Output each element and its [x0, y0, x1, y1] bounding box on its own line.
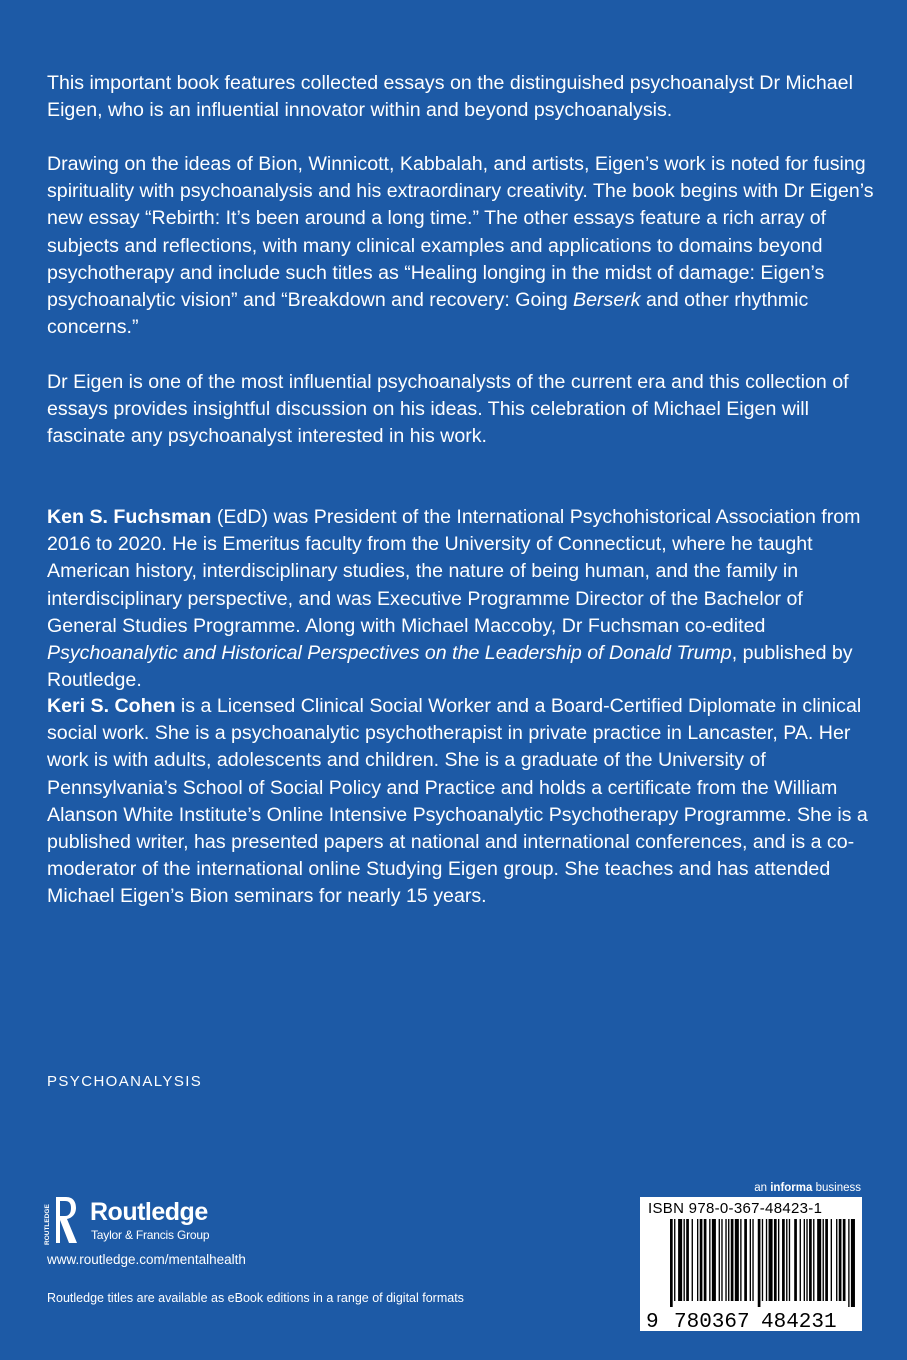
- publisher-url[interactable]: www.routledge.com/mentalhealth: [47, 1252, 246, 1267]
- publisher-group: Taylor & Francis Group: [91, 1228, 210, 1242]
- author-bio-cohen: [47, 693, 877, 911]
- bio2-text: is a Licensed Clinical Social Worker and a Board-Certified Diplomate in clinical social work. She is a psychoanalytic psychotherapist in private practice in Lancaster, PA. Her work is with adults, adolescents and children. She is a graduate of the University of Pennsylvania’s School of Social Policy and Practice and holds a certificate from the William Alanson White Institute’s Online Intensive Psychoanalytic Psychotherapy Programme. She is a published writer, has presented papers at national and international conferences, and is a co-moderator of the international online Studying Eigen group. She teaches and has attended Michael Eigen’s Bion seminars for nearly 15 years.: [47, 695, 868, 908]
- barcode-bar: [678, 1219, 682, 1301]
- isbn-barcode: [640, 1197, 862, 1331]
- barcode-bar: [719, 1219, 720, 1301]
- bio1-book-title: Psychoanalytic and Historical Perspectives on the Leadership of Donald Trump: [47, 642, 732, 665]
- barcode-bar: [728, 1219, 729, 1301]
- ebook-note: Routledge titles are available as eBook editions in a range of digital formats: [47, 1291, 464, 1305]
- publisher-name: Routledge: [90, 1198, 208, 1226]
- barcode-bar: [670, 1219, 673, 1307]
- isbn-label: ISBN 978-0-367-48423-1: [648, 1200, 823, 1217]
- barcode-bar: [843, 1219, 846, 1301]
- barcode-bar: [692, 1219, 693, 1301]
- barcode-bars: [640, 1197, 862, 1331]
- barcode-bar: [794, 1219, 797, 1301]
- barcode-bar: [762, 1219, 763, 1301]
- barcode-bar: [700, 1219, 703, 1301]
- description-paragraph-3: Dr Eigen is one of the most influential psychoanalysts of the current era and this collection of essays provides insightful discussion on his ideas. This celebration of Michael Eigen will fascinate any psychoanalyst interested in his work.: [47, 371, 849, 448]
- barcode-bar: [735, 1219, 739, 1301]
- author-name-fuchsman: Ken S. Fuchsman: [47, 506, 212, 528]
- barcode-bar: [744, 1219, 747, 1301]
- barcode-bar: [740, 1219, 741, 1301]
- barcode-bar: [831, 1219, 832, 1301]
- informa-suffix: business: [812, 1182, 861, 1194]
- barcode-bar: [851, 1219, 855, 1307]
- barcode-bar: [804, 1219, 805, 1301]
- description-paragraph-2: [47, 151, 877, 341]
- barcode-bar: [825, 1219, 828, 1301]
- barcode-bar: [786, 1219, 787, 1301]
- barcode-bar: [823, 1219, 824, 1301]
- barcode-bar: [686, 1219, 689, 1301]
- barcode-bar: [709, 1219, 710, 1301]
- barcode-bar: [800, 1219, 801, 1301]
- isbn-digits-group-2: 484231: [761, 1311, 837, 1331]
- bio1-text-end: , published by Routledge.: [47, 642, 853, 692]
- author-name-cohen: Keri S. Cohen: [47, 695, 176, 717]
- subject-category: PSYCHOANALYSIS: [47, 1073, 203, 1090]
- barcode-bar: [813, 1219, 814, 1301]
- informa-prefix: an: [754, 1182, 771, 1194]
- bio1-text: (EdD) was President of the International Psychohistorical Association from 2016 to 2020. He is Emeritus faculty from the University of Connecticut, where he taught American history, interdisciplinary studies, the nature of being human, and the family in interdisciplinary perspective, and was Executive Programme Director of the Bachelor of General Studies Programme. Along with Michael Maccoby, Dr Fuchsman co-edited: [47, 506, 861, 637]
- barcode-bar: [782, 1219, 785, 1301]
- barcode-bar: [752, 1219, 753, 1301]
- description-p2-text: Drawing on the ideas of Bion, Winnicott, Kabbalah, and artists, Eigen’s work is noted for fusing spirituality with psychoanalysis and his extraordinary creativity. The book begins with Dr Eigen’s new essay “Rebirth: It’s been around a long time.” The other essays feature a rich array of subjects and reflections, with many clinical examples and applications to domains beyond psychotherapy and include such titles as “Healing longing in the midst of damage: Eigen’s psychoanalytic vision” and “Breakdown and recovery: Going: [47, 153, 874, 312]
- isbn-digits-group-1: 780367: [674, 1311, 750, 1331]
- routledge-r-logo-icon: [44, 1193, 78, 1249]
- barcode-bar: [750, 1219, 751, 1301]
- barcode-bar: [839, 1219, 842, 1301]
- barcode-bar: [769, 1219, 773, 1301]
- description-p2-end: and other rhythmic concerns.”: [47, 289, 809, 339]
- barcode-bar: [704, 1219, 707, 1301]
- barcode-bar: [806, 1219, 807, 1301]
- barcode-bar: [684, 1219, 685, 1301]
- barcode-bar: [774, 1219, 777, 1301]
- barcode-bar: [674, 1219, 675, 1301]
- barcode-bar: [731, 1219, 734, 1301]
- description-paragraph-1: This important book features collected essays on the distinguished psychoanalyst Dr Michael Eigen, who is an influential innovator within and beyond psychoanalysis.: [47, 72, 853, 122]
- barcode-bar: [789, 1219, 790, 1301]
- barcode-bar: [766, 1219, 767, 1301]
- description-p2-italic: Berserk: [573, 289, 641, 312]
- barcode-bar: [712, 1219, 716, 1301]
- barcode-bar: [697, 1219, 698, 1301]
- isbn-lead-digit: 9: [646, 1311, 659, 1331]
- barcode-bar: [721, 1219, 722, 1301]
- barcode-bar: [758, 1219, 761, 1307]
- author-bio-fuchsman: [47, 504, 877, 694]
- barcode-bar: [848, 1219, 849, 1307]
- informa-business-label: [754, 1182, 861, 1194]
- barcode-bar: [809, 1219, 812, 1301]
- informa-brand: informa: [770, 1182, 813, 1194]
- logo-side-text: ROUTLEDGE: [44, 1204, 51, 1245]
- barcode-bar: [778, 1219, 779, 1301]
- barcode-bar: [725, 1219, 726, 1301]
- barcode-bar: [836, 1219, 837, 1301]
- barcode-bar: [817, 1219, 821, 1301]
